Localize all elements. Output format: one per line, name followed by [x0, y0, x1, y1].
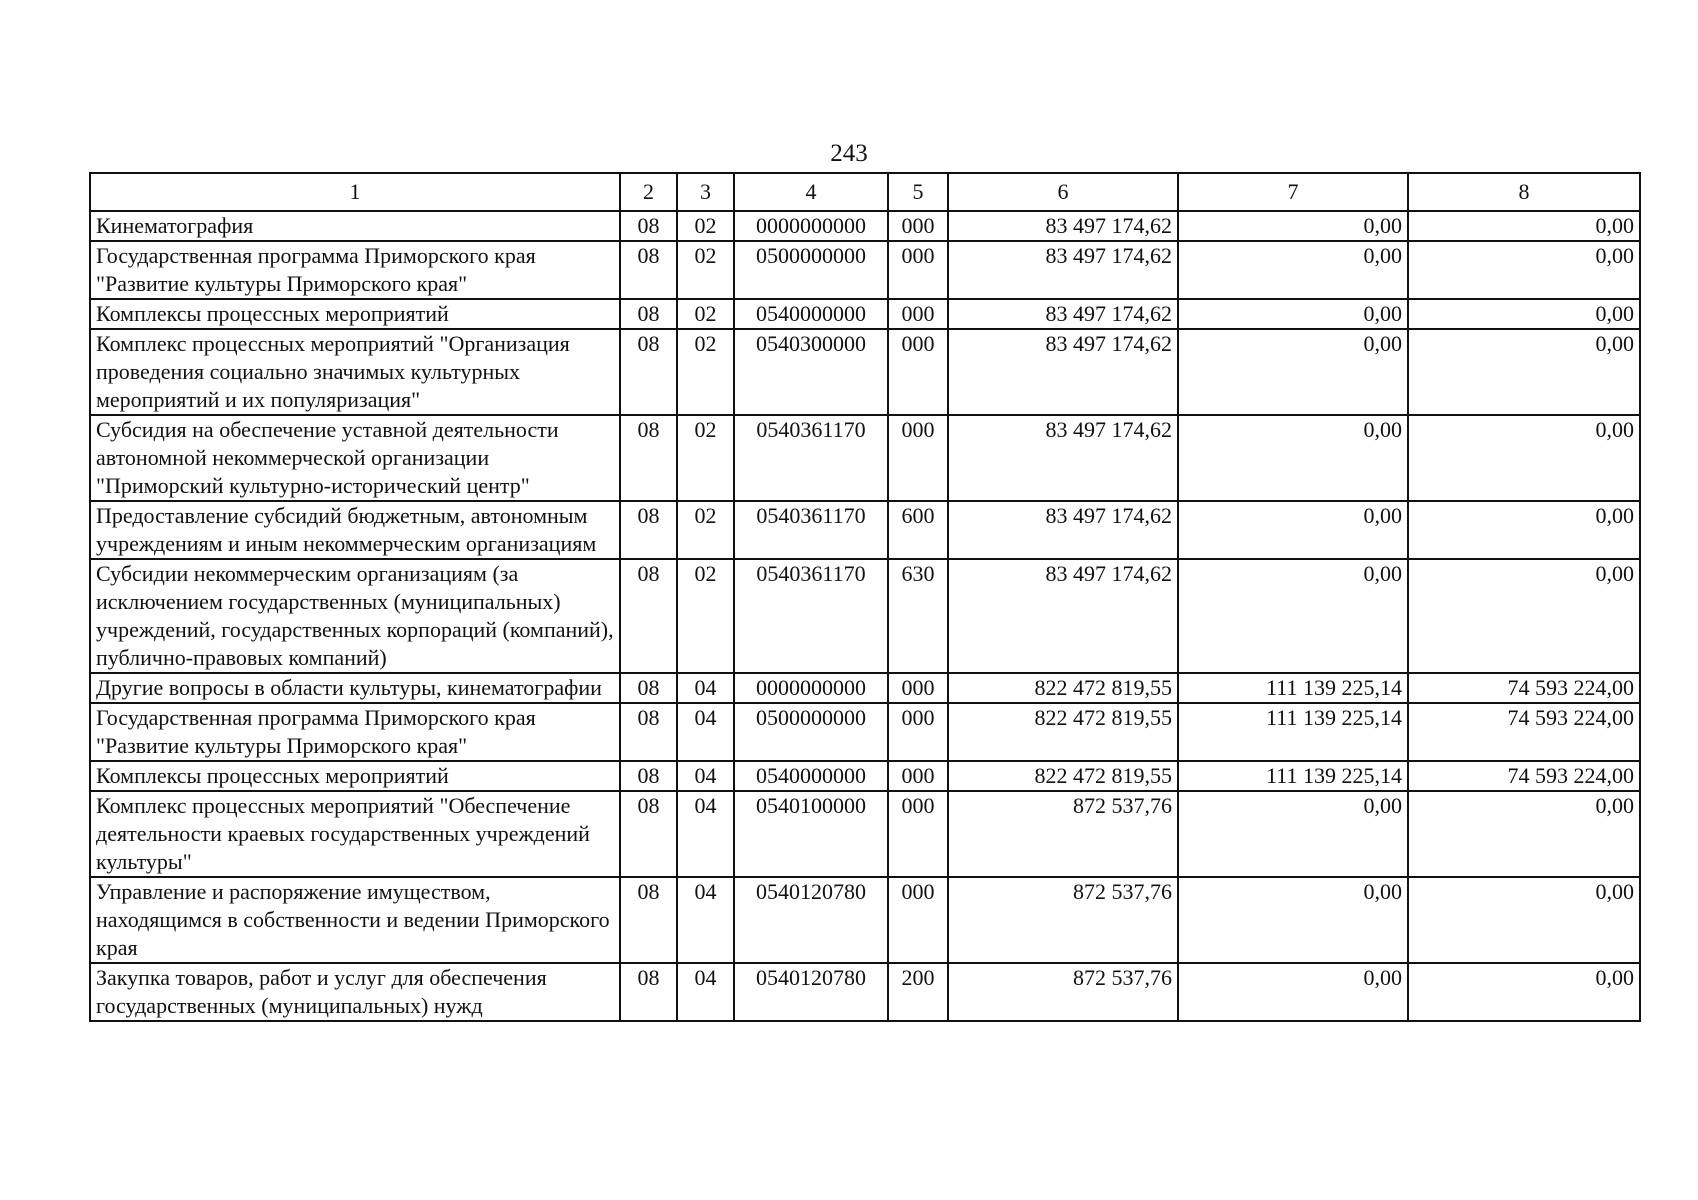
table-row: [90, 329, 1640, 415]
item-name: Государственная программа Приморского края "Развитие культуры Приморского края": [90, 703, 620, 761]
table-row: [90, 877, 1640, 963]
target-article-code: 0000000000: [734, 673, 888, 703]
target-article-code: 0540000000: [734, 299, 888, 329]
item-name: Комплекс процессных мероприятий "Организация проведения социально значимых культурных мероприятий и их популяризация": [90, 329, 620, 415]
amount-col8: 0,00: [1408, 299, 1640, 329]
subsection-code: 04: [677, 703, 734, 761]
column-header-2: 2: [620, 173, 677, 211]
target-article-code: 0500000000: [734, 241, 888, 299]
amount-col8: 74 593 224,00: [1408, 761, 1640, 791]
column-header-4: 4: [734, 173, 888, 211]
table-row: [90, 211, 1640, 241]
item-name: Закупка товаров, работ и услуг для обеспечения государственных (муниципальных) нужд: [90, 963, 620, 1021]
section-code: 08: [620, 241, 677, 299]
amount-col6: 83 497 174,62: [948, 329, 1178, 415]
section-code: 08: [620, 501, 677, 559]
section-code: 08: [620, 559, 677, 673]
table-row: [90, 703, 1640, 761]
budget-table: [89, 172, 1641, 1022]
subsection-code: 04: [677, 761, 734, 791]
expense-type-code: 000: [888, 703, 948, 761]
amount-col8: 0,00: [1408, 791, 1640, 877]
amount-col7: 111 139 225,14: [1178, 761, 1408, 791]
section-code: 08: [620, 415, 677, 501]
expense-type-code: 600: [888, 501, 948, 559]
amount-col7: 0,00: [1178, 559, 1408, 673]
table-row: [90, 963, 1640, 1021]
amount-col8: 74 593 224,00: [1408, 703, 1640, 761]
expense-type-code: 000: [888, 673, 948, 703]
amount-col6: 83 497 174,62: [948, 299, 1178, 329]
target-article-code: 0540361170: [734, 559, 888, 673]
amount-col6: 822 472 819,55: [948, 703, 1178, 761]
column-header-7: 7: [1178, 173, 1408, 211]
amount-col7: 0,00: [1178, 877, 1408, 963]
item-name: Комплексы процессных мероприятий: [90, 761, 620, 791]
item-name: Управление и распоряжение имуществом, находящимся в собственности и ведении Приморского края: [90, 877, 620, 963]
amount-col6: 822 472 819,55: [948, 673, 1178, 703]
column-header-3: 3: [677, 173, 734, 211]
amount-col8: 0,00: [1408, 559, 1640, 673]
section-code: 08: [620, 211, 677, 241]
amount-col8: 0,00: [1408, 211, 1640, 241]
amount-col7: 111 139 225,14: [1178, 703, 1408, 761]
target-article-code: 0540100000: [734, 791, 888, 877]
target-article-code: 0540120780: [734, 877, 888, 963]
page-number: 243: [830, 140, 868, 167]
amount-col6: 83 497 174,62: [948, 559, 1178, 673]
expense-type-code: 000: [888, 791, 948, 877]
table-row: [90, 791, 1640, 877]
amount-col8: 0,00: [1408, 501, 1640, 559]
subsection-code: 02: [677, 211, 734, 241]
target-article-code: 0500000000: [734, 703, 888, 761]
target-article-code: 0000000000: [734, 211, 888, 241]
amount-col7: 0,00: [1178, 299, 1408, 329]
section-code: 08: [620, 703, 677, 761]
section-code: 08: [620, 673, 677, 703]
item-name: Комплекс процессных мероприятий "Обеспечение деятельности краевых государственных учреждений культуры": [90, 791, 620, 877]
table-row: [90, 559, 1640, 673]
table-row: [90, 673, 1640, 703]
subsection-code: 02: [677, 329, 734, 415]
expense-type-code: 000: [888, 299, 948, 329]
expense-type-code: 200: [888, 963, 948, 1021]
target-article-code: 0540361170: [734, 415, 888, 501]
amount-col7: 0,00: [1178, 211, 1408, 241]
section-code: 08: [620, 299, 677, 329]
header-row: [90, 173, 1640, 211]
expense-type-code: 000: [888, 211, 948, 241]
amount-col6: 872 537,76: [948, 963, 1178, 1021]
amount-col7: 0,00: [1178, 963, 1408, 1021]
amount-col8: 0,00: [1408, 415, 1640, 501]
amount-col8: 0,00: [1408, 329, 1640, 415]
table-body: [90, 211, 1640, 1021]
item-name: Субсидии некоммерческим организациям (за исключением государственных (муниципальных) учреждений, государственных корпораций (компаний), публично-правовых компаний): [90, 559, 620, 673]
subsection-code: 02: [677, 299, 734, 329]
expense-type-code: 000: [888, 241, 948, 299]
item-name: Другие вопросы в области культуры, кинематографии: [90, 673, 620, 703]
expense-type-code: 000: [888, 761, 948, 791]
section-code: 08: [620, 963, 677, 1021]
amount-col8: 0,00: [1408, 877, 1640, 963]
amount-col8: 0,00: [1408, 963, 1640, 1021]
target-article-code: 0540361170: [734, 501, 888, 559]
section-code: 08: [620, 329, 677, 415]
section-code: 08: [620, 761, 677, 791]
subsection-code: 04: [677, 877, 734, 963]
column-header-5: 5: [888, 173, 948, 211]
subsection-code: 02: [677, 559, 734, 673]
amount-col6: 872 537,76: [948, 791, 1178, 877]
section-code: 08: [620, 791, 677, 877]
table-row: [90, 299, 1640, 329]
amount-col6: 872 537,76: [948, 877, 1178, 963]
item-name: Комплексы процессных мероприятий: [90, 299, 620, 329]
table-row: [90, 501, 1640, 559]
section-code: 08: [620, 877, 677, 963]
amount-col6: 83 497 174,62: [948, 211, 1178, 241]
amount-col7: 0,00: [1178, 791, 1408, 877]
column-header-6: 6: [948, 173, 1178, 211]
subsection-code: 02: [677, 415, 734, 501]
column-header-8: 8: [1408, 173, 1640, 211]
amount-col6: 83 497 174,62: [948, 241, 1178, 299]
target-article-code: 0540120780: [734, 963, 888, 1021]
expense-type-code: 000: [888, 329, 948, 415]
item-name: Государственная программа Приморского края "Развитие культуры Приморского края": [90, 241, 620, 299]
target-article-code: 0540300000: [734, 329, 888, 415]
table-row: [90, 761, 1640, 791]
column-header-1: 1: [90, 173, 620, 211]
amount-col6: 83 497 174,62: [948, 415, 1178, 501]
amount-col8: 0,00: [1408, 241, 1640, 299]
expense-type-code: 000: [888, 877, 948, 963]
expense-type-code: 630: [888, 559, 948, 673]
subsection-code: 02: [677, 501, 734, 559]
item-name: Предоставление субсидий бюджетным, автономным учреждениям и иным некоммерческим организациям: [90, 501, 620, 559]
amount-col7: 0,00: [1178, 241, 1408, 299]
table-row: [90, 415, 1640, 501]
amount-col8: 74 593 224,00: [1408, 673, 1640, 703]
subsection-code: 04: [677, 791, 734, 877]
item-name: Кинематография: [90, 211, 620, 241]
amount-col7: 111 139 225,14: [1178, 673, 1408, 703]
amount-col7: 0,00: [1178, 501, 1408, 559]
table-row: [90, 241, 1640, 299]
subsection-code: 04: [677, 673, 734, 703]
amount-col6: 83 497 174,62: [948, 501, 1178, 559]
target-article-code: 0540000000: [734, 761, 888, 791]
amount-col7: 0,00: [1178, 329, 1408, 415]
item-name: Субсидия на обеспечение уставной деятельности автономной некоммерческой организации "Приморский культурно-исторический центр": [90, 415, 620, 501]
subsection-code: 02: [677, 241, 734, 299]
amount-col7: 0,00: [1178, 415, 1408, 501]
amount-col6: 822 472 819,55: [948, 761, 1178, 791]
subsection-code: 04: [677, 963, 734, 1021]
expense-type-code: 000: [888, 415, 948, 501]
